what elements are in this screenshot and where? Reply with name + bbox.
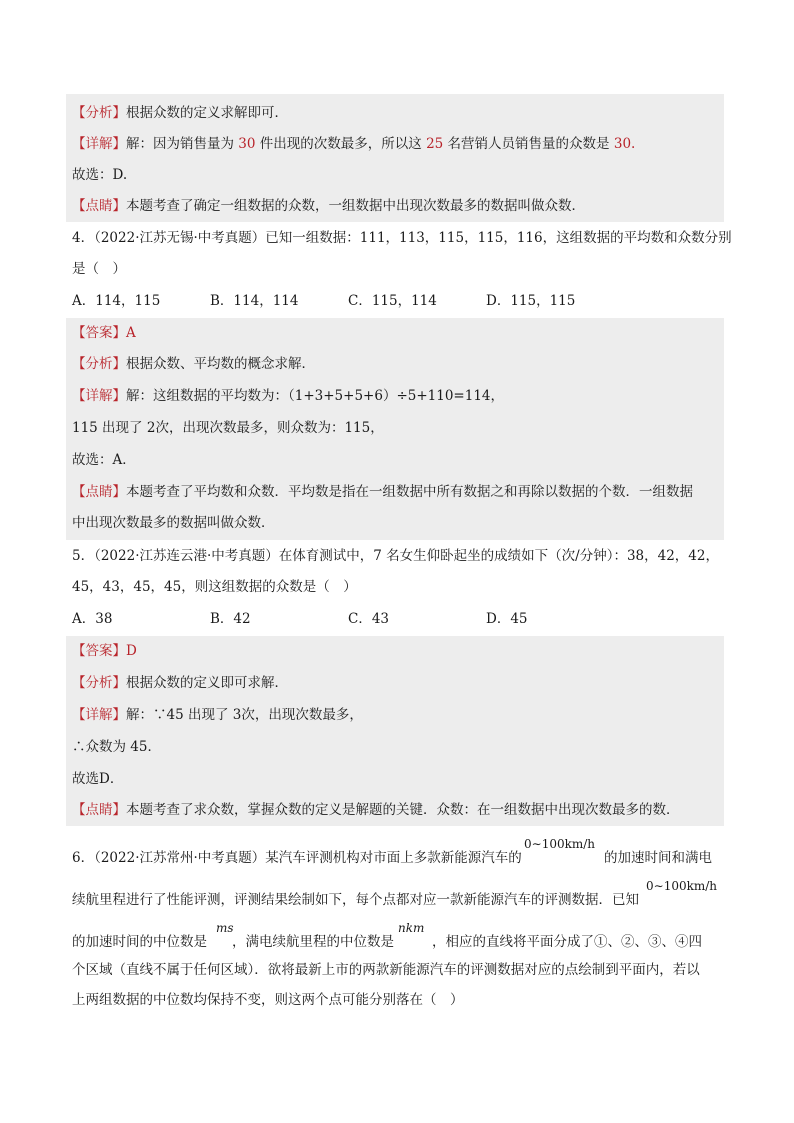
q5-option-b: B．42 (210, 611, 251, 627)
q6-stem-line3: 的加速时间的中位数是 (72, 934, 207, 950)
q4-option-a: A．114，115 (72, 293, 161, 309)
q3-comment: 【点睛】本题考查了确定一组数据的众数，一组数据中出现次数最多的数据叫做众数． (72, 198, 585, 214)
q5-analysis: 【分析】根据众数的定义即可求解． (72, 675, 288, 691)
q4-comment-line2: 中出现次数最多的数据叫做众数． (72, 515, 275, 531)
q5-detail-line2: ∴众数为 45． (72, 739, 161, 755)
q4-stem-line1: 4．（2022·江苏无锡·中考真题）已知一组数据：111，113，115，115，116，这组数据的平均数和众数分别 (72, 230, 732, 246)
q6-speed-math-2: 0∼100km/h (646, 879, 718, 893)
q3-analysis: 【分析】根据众数的定义求解即可． (72, 105, 288, 121)
q5-option-a: A．38 (72, 611, 113, 627)
q6-stem-line2: 续航里程进行了性能评测，评测结果绘制如下，每个点都对应一款新能源汽车的评测数据．已知 (72, 892, 639, 908)
q3-detail: 【详解】解：因为销售量为 30 件出现的次数最多，所以这 25 名营销人员销售量的众数是 30. (72, 136, 636, 152)
q6-stem-line1: 6．（2022·江苏常州·中考真题）某汽车评测机构对市面上多款新能源汽车的 (72, 850, 522, 866)
q3-choose: 故选：D. (72, 167, 128, 183)
q6-stem-line5: 上两组数据的中位数均保持不变，则这两个点可能分别落在（ ） (72, 992, 464, 1008)
q6-speed-math-1: 0∼100km/h (524, 837, 596, 851)
q5-solution-block (66, 636, 724, 826)
q4-answer: 【答案】A (72, 325, 136, 341)
q4-detail-line1: 【详解】解：这组数据的平均数为：（1+3+5+5+6）÷5+110=114， (72, 388, 504, 404)
q5-option-d: D．45 (486, 611, 528, 627)
q5-detail-line1: 【详解】解：∵45 出现了 3次，出现次数最多， (72, 707, 363, 723)
q4-comment-line1: 【点睛】本题考查了平均数和众数．平均数是指在一组数据中所有数据之和再除以数据的个数．一组数据 (72, 484, 693, 500)
q5-comment: 【点睛】本题考查了求众数，掌握众数的定义是解题的关键．众数：在一组数据中出现次数最多的数． (72, 802, 680, 818)
q4-stem-line2: 是（ ） (72, 261, 126, 277)
q6-stem-line3-end: ，相应的直线将平面分成了①、②、③、④四 (432, 934, 702, 950)
q6-median-n-math: nkm (398, 921, 425, 935)
q5-option-c: C．43 (348, 611, 390, 627)
q4-choose: 故选：A． (72, 452, 136, 468)
q6-stem-line3-mid: ，满电续航里程的中位数是 (232, 934, 394, 950)
q6-stem-line4: 个区域（直线不属于任何区域）．欲将最新上市的两款新能源汽车的评测数据对应的点绘制到平面内，若以 (72, 962, 700, 978)
q5-stem-line1: 5．（2022·江苏连云港·中考真题）在体育测试中，7 名女生仰卧起坐的成绩如下（次/分钟）：38，42，42， (72, 548, 719, 564)
q4-detail-line2: 115 出现了 2次，出现次数最多，则众数为：115， (72, 420, 384, 436)
q4-option-c: C．115，114 (348, 293, 437, 309)
q4-option-b: B．114，114 (210, 293, 299, 309)
q4-option-d: D．115，115 (486, 293, 576, 309)
q5-stem-line2: 45，43，45，45，则这组数据的众数是（ ） (72, 579, 357, 595)
q5-answer: 【答案】D (72, 643, 137, 659)
q5-choose: 故选D． (72, 771, 124, 787)
q4-analysis: 【分析】根据众数、平均数的概念求解． (72, 356, 315, 372)
q6-stem-line1-end: 的加速时间和满电 (604, 850, 712, 866)
q6-median-m-math: ms (216, 921, 234, 935)
